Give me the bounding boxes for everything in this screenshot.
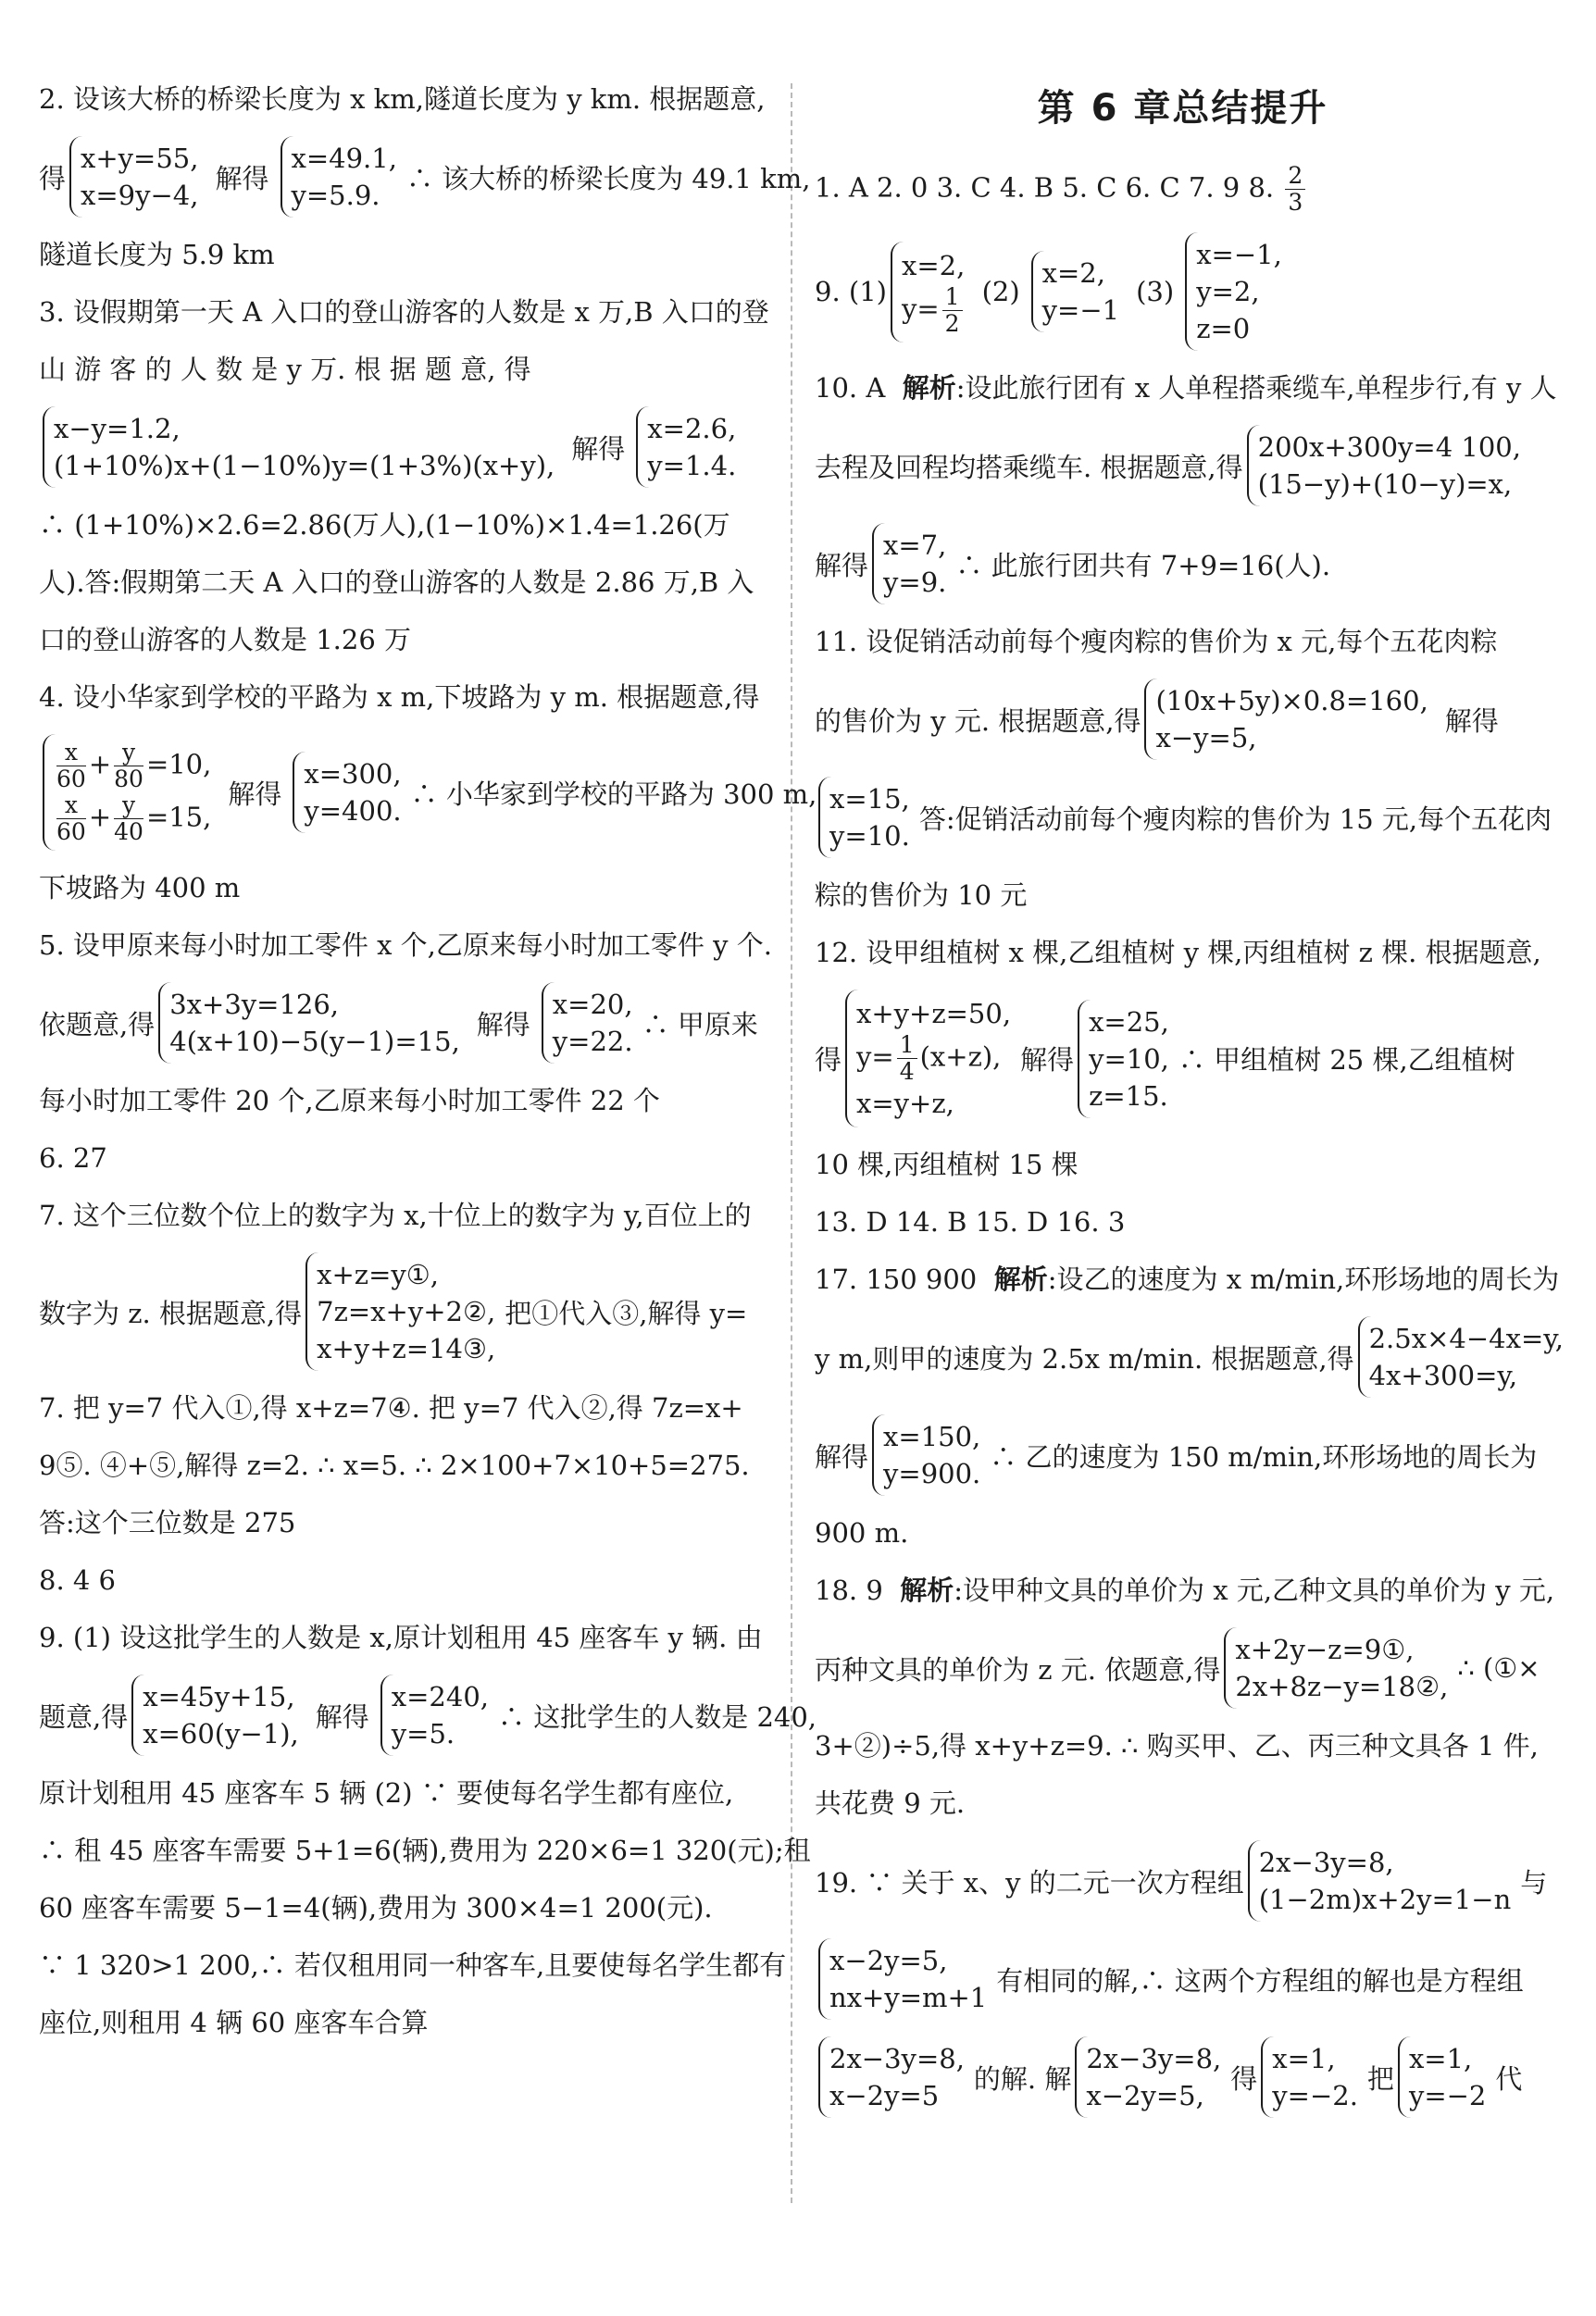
q11-post2: 答:促销活动前每个瘦肉粽的售价为 15 元,每个五花肉 <box>918 803 1552 835</box>
p4-sol2: y=400. <box>304 795 402 827</box>
p2-system <box>69 136 198 218</box>
q1-8-answers: 1. A 2. 0 3. C 4. B 5. C 6. C 7. 9 8. $\frac{2}{3}$ <box>815 163 1551 216</box>
q9-2-a: x=2, <box>1041 257 1105 289</box>
q19-d-eq1: 2x−3y=8, <box>1086 2043 1222 2074</box>
p2-solution <box>281 136 397 218</box>
p9-line4: ∴ 租 45 座客车需要 5+1=6(辆),费用为 220×6=1 320(元);租 <box>39 1835 811 1866</box>
p7-eq2: 7z=x+y+2②, <box>317 1296 496 1327</box>
q11-solution-row <box>815 777 1551 858</box>
p7-pre: 数字为 z. 根据题意,得 <box>39 1297 303 1329</box>
p4-line1: 4. 设小华家到学校的平路为 x m,下坡路为 y m. 根据题意,得 <box>39 681 760 713</box>
q9-1-b: y= $\frac{1}{2}$ <box>902 284 966 337</box>
q9-3-a: x=−1, <box>1196 239 1282 270</box>
q19-b-eq1: x−2y=5, <box>829 1945 948 1976</box>
q19-f-sol1: x=1, <box>1408 2043 1473 2074</box>
q19-system-a <box>1248 1840 1512 1922</box>
p2-line3: 隧道长度为 5.9 km <box>39 239 275 270</box>
p5-mid: 解得 <box>476 1008 530 1040</box>
q11-line1: 11. 设促销活动前每个瘦肉粽的售价为 x 元,每个五花肉粽 <box>815 626 1498 657</box>
p4-post: ∴ 小华家到学校的平路为 300 m, <box>410 778 817 810</box>
q19-end: 代 <box>1495 2062 1523 2095</box>
q18-eq1: x+2y−z=9①, <box>1235 1634 1415 1665</box>
p7-system <box>305 1252 495 1371</box>
p5-line3: 每小时加工零件 20 个,乙原来每小时加工零件 22 个 <box>39 1085 660 1116</box>
p2-equation-row <box>39 136 811 218</box>
q13-16-answers: 13. D 14. B 15. D 16. 3 <box>815 1206 1126 1238</box>
q19-mid1: 的解. 解 <box>973 2062 1072 2095</box>
q10-pre: 去程及回程均搭乘缆车. 根据题意,得 <box>815 451 1243 483</box>
q10-analysis-label: 解析 <box>902 372 956 404</box>
q18-equation-row <box>815 1627 1551 1709</box>
q19-a-eq2: (1−2m)x+2y=1−n <box>1258 1884 1512 1915</box>
p4-line3: 下坡路为 400 m <box>39 872 241 903</box>
q17-system <box>1358 1316 1564 1398</box>
p5-eq2: 4(x+10)−5(y−1)=15, <box>169 1026 460 1057</box>
q12-sol1: x=25, <box>1089 1005 1169 1038</box>
p9-line6: ∵ 1 320>1 200,∴ 若仅租用同一种客车,且要使每名学生都有 <box>39 1949 787 1981</box>
q10-system <box>1247 425 1521 506</box>
p2-pre: 得 <box>39 162 67 194</box>
column-divider <box>791 83 792 2203</box>
p7-post: 把①代入③,解得 y= <box>505 1297 748 1329</box>
q17-solution-row <box>815 1414 1551 1496</box>
q19-mid3: 把 <box>1366 2062 1394 2095</box>
q9-3-c: z=0 <box>1196 313 1251 344</box>
p9-system <box>131 1675 299 1756</box>
q12-post: ∴ 甲组植树 25 棵,乙组植树 <box>1178 1044 1515 1076</box>
p9-solution <box>380 1675 489 1756</box>
q9-part3-system <box>1185 232 1282 351</box>
q17-post: ∴ 乙的速度为 150 m/min,环形场地的周长为 <box>990 1440 1538 1473</box>
p3-system <box>43 406 555 488</box>
q19-row2 <box>815 1938 1551 2020</box>
q19-solution-e <box>1261 2036 1358 2118</box>
p7-line5: 答:这个三位数是 275 <box>39 1507 296 1538</box>
q17-solution <box>872 1414 980 1496</box>
p9-line7: 座位,则租用 4 辆 60 座客车合算 <box>39 2007 429 2038</box>
p5-sol1: x=20, <box>552 989 633 1020</box>
q18-eq2: 2x+8z−y=18②, <box>1235 1671 1449 1702</box>
q11-equation-row <box>815 679 1551 760</box>
p4-equation-row <box>39 734 817 851</box>
q18-line1: 18. 9 解析:设甲种文具的单价为 x 元,乙种文具的单价为 y 元, <box>815 1575 1555 1606</box>
p7-eq1: x+z=y①, <box>317 1259 439 1290</box>
p9-equation-row <box>39 1675 817 1756</box>
p4-eq1-frac-x: $\frac{x}{60}$ <box>56 739 86 792</box>
p3-mid: 解得 <box>571 432 626 465</box>
q19-a-eq1: 2x−3y=8, <box>1258 1847 1394 1878</box>
q11-solution <box>818 777 910 858</box>
q10-sol1: x=7, <box>883 529 947 561</box>
p4-solution <box>293 752 401 833</box>
q12-mid: 解得 <box>1020 1044 1075 1076</box>
q17-line3: 900 m. <box>815 1517 909 1549</box>
q11-system <box>1144 679 1428 760</box>
p2-mid: 解得 <box>215 162 269 194</box>
q12-eq3: x=y+z, <box>856 1088 954 1119</box>
p3-line4: 人).答:假期第二天 A 入口的登山游客的人数是 2.86 万,B 入 <box>39 567 754 598</box>
p5-post: ∴ 甲原来 <box>642 1008 758 1040</box>
p9-sol2: y=5. <box>391 1718 455 1749</box>
q12-eq1: x+y+z=50, <box>856 998 1012 1029</box>
q12-line1: 12. 设甲组植树 x 棵,乙组植树 y 棵,丙组植树 z 棵. 根据题意, <box>815 937 1541 968</box>
q19-c-eq1: 2x−3y=8, <box>829 2043 965 2074</box>
q19-pre: 19. ∵ 关于 x、y 的二元一次方程组 <box>815 1866 1244 1899</box>
q19-post2: 有相同的解,∴ 这两个方程组的解也是方程组 <box>996 1964 1524 1997</box>
q11-eq1: (10x+5y)×0.8=160, <box>1155 685 1428 716</box>
q11-sol1: x=15, <box>829 783 910 815</box>
q17-sol1: x=150, <box>883 1421 981 1452</box>
p9-pre: 题意,得 <box>39 1700 129 1733</box>
q11-sol2: y=10. <box>829 820 910 852</box>
q17-equation-row <box>815 1316 1564 1398</box>
q10-solution <box>872 523 946 604</box>
p5-sol2: y=22. <box>552 1026 633 1057</box>
p4-eq1: $\frac{x}{60}$ + $\frac{y}{80}$ =10, <box>56 739 212 792</box>
q9-part2-label: (2) <box>981 276 1020 307</box>
p9-sol1: x=240, <box>391 1681 490 1712</box>
q10-post: ∴ 此旅行团共有 7+9=16(人). <box>955 549 1331 581</box>
p7-eq3: x+y+z=14③, <box>317 1333 496 1364</box>
q18-analysis-label: 解析 <box>900 1575 954 1606</box>
q19-c-eq2: x−2y=5 <box>829 2080 940 2111</box>
q11-eq2: x−y=5, <box>1155 722 1257 753</box>
p8-answer: 8. 4 6 <box>39 1564 117 1596</box>
p5-pre: 依题意,得 <box>39 1008 156 1040</box>
p9-post: ∴ 这批学生的人数是 240, <box>498 1700 817 1733</box>
p2-sol1: x=49.1, <box>291 143 397 174</box>
q12-equation-row <box>815 990 1551 1127</box>
q19-mid2: 得 <box>1230 2062 1258 2095</box>
q19-b-eq2: nx+y=m+1 <box>829 1982 988 2013</box>
q19-row3 <box>815 2036 1551 2118</box>
p7-equation-row <box>39 1252 775 1371</box>
q18-line3: 3+②)÷5,得 x+y+z=9. ∴ 购买甲、乙、丙三种文具各 1 件, <box>815 1730 1539 1762</box>
p7-line3: 7. 把 y=7 代入①,得 x+z=7④. 把 y=7 代入②,得 7z=x+ <box>39 1392 743 1424</box>
q19-e-sol1: x=1, <box>1272 2043 1336 2074</box>
q18-line4: 共花费 9 元. <box>815 1787 966 1819</box>
q10-line1: 10. A 解析:设此旅行团有 x 人单程搭乘缆车,单程步行,有 y 人 <box>815 372 1557 404</box>
q19-e-sol2: y=−2. <box>1272 2080 1358 2111</box>
q17-eq2: 4x+300=y, <box>1368 1360 1518 1391</box>
q10-mid: 解得 <box>815 549 869 581</box>
p3-eq2: (1+10%)x+(1−10%)y=(1+3%)(x+y), <box>54 450 555 481</box>
q18-post: ∴ (①× <box>1457 1652 1540 1684</box>
q10-equation-row <box>815 425 1551 506</box>
q9-part1-system <box>891 242 966 342</box>
p9-line5: 60 座客车需要 5−1=4(辆),费用为 300×4=1 200(元). <box>39 1892 713 1924</box>
p3-line2: 山 游 客 的 人 数 是 y 万. 根 据 题 意, 得 <box>39 354 531 385</box>
p9-line1: 9. (1) 设这批学生的人数是 x,原计划租用 45 座客车 y 辆. 由 <box>39 1622 763 1653</box>
q10-solution-row <box>815 523 1551 604</box>
p4-eq2-frac-y: $\frac{y}{40}$ <box>114 791 143 845</box>
p3-equation-row <box>39 406 775 488</box>
q9-2-b: y=−1 <box>1041 294 1120 326</box>
q8-fraction: $\frac{2}{3}$ <box>1285 163 1305 216</box>
p3-sol2: y=1.4. <box>647 450 737 481</box>
q18-pre: 丙种文具的单价为 z 元. 依题意,得 <box>815 1653 1221 1686</box>
q17-eq1: 2.5x×4−4x=y, <box>1368 1323 1564 1354</box>
q9-label: 9. (1) <box>815 276 887 307</box>
p5-line1: 5. 设甲原来每小时加工零件 x 个,乙原来每小时加工零件 y 个. <box>39 929 772 961</box>
p2-eq1: x+y=55, <box>81 143 199 174</box>
q9-part2-system <box>1031 251 1119 332</box>
p3-eq1: x−y=1.2, <box>54 413 181 444</box>
q19-row1 <box>815 1840 1551 1922</box>
q19-system-b <box>818 1938 987 2020</box>
left-column <box>39 79 817 2060</box>
q9-3-b: y=2, <box>1196 276 1260 307</box>
p5-system <box>158 982 460 1064</box>
p4-eq1-frac-y: $\frac{y}{80}$ <box>114 739 143 792</box>
q9-answers <box>815 232 1551 351</box>
q17-mid: 解得 <box>815 1440 869 1473</box>
q12-eq2: y= $\frac{1}{4}$ (x+z), <box>856 1031 1002 1085</box>
p9-line3: 原计划租用 45 座客车 5 辆 (2) ∵ 要使每名学生都有座位, <box>39 1777 734 1809</box>
p2-post: ∴ 该大桥的桥梁长度为 49.1 km, <box>405 162 811 194</box>
p5-equation-row <box>39 982 775 1064</box>
p3-line5: 口的登山游客的人数是 1.26 万 <box>39 624 412 655</box>
p2-eq2: x=9y−4, <box>81 180 199 211</box>
p2-line1: 2. 设该大桥的桥梁长度为 x km,隧道长度为 y km. 根据题意, <box>39 83 766 115</box>
q11-line3: 粽的售价为 10 元 <box>815 879 1028 911</box>
q10-eq1: 200x+300y=4 100, <box>1257 431 1521 463</box>
q12-line3: 10 棵,丙组植树 15 棵 <box>815 1149 1079 1180</box>
q12-system <box>845 990 1011 1127</box>
q18-system <box>1224 1627 1448 1709</box>
q9-part3-label: (3) <box>1136 276 1175 307</box>
q19-system-d <box>1075 2036 1221 2118</box>
p3-solution <box>636 406 736 488</box>
p6-answer: 6. 27 <box>39 1142 107 1174</box>
q10-sol2: y=9. <box>883 567 947 598</box>
q11-post: 解得 <box>1444 704 1499 737</box>
p2-sol2: y=5.9. <box>291 180 380 211</box>
p3-line3: ∴ (1+10%)×2.6=2.86(万人),(1−10%)×1.4=1.26(万 <box>39 509 730 541</box>
p7-line4: 9⑤. ④+⑤,解得 z=2. ∴ x=5. ∴ 2×100+7×10+5=275. <box>39 1450 750 1481</box>
p5-eq1: 3x+3y=126, <box>169 989 340 1020</box>
q19-f-sol2: y=−2 <box>1408 2080 1487 2111</box>
p5-solution <box>542 982 633 1064</box>
q17-sol2: y=900. <box>883 1458 981 1489</box>
q11-pre: 的售价为 y 元. 根据题意,得 <box>815 704 1141 737</box>
p4-system <box>43 734 211 851</box>
p4-eq2: $\frac{x}{60}$ + $\frac{y}{40}$ =15, <box>56 791 212 845</box>
q19-solution-f <box>1398 2036 1486 2118</box>
q10-eq2: (15−y)+(10−y)=x, <box>1257 468 1513 500</box>
q17-pre: y m,则甲的速度为 2.5x m/min. 根据题意,得 <box>815 1342 1354 1375</box>
p3-line1: 3. 设假期第一天 A 入口的登山游客的人数是 x 万,B 入口的登 <box>39 296 769 328</box>
p9-mid: 解得 <box>315 1700 369 1733</box>
p4-eq2-frac-x: $\frac{x}{60}$ <box>56 791 86 845</box>
q19-post: 与 <box>1520 1866 1548 1899</box>
q12-sol2: y=10, <box>1089 1042 1169 1075</box>
q17-analysis-label: 解析 <box>993 1264 1048 1295</box>
q19-system-c <box>818 2036 965 2118</box>
q17-line1: 17. 150 900 解析:设乙的速度为 x m/min,环形场地的周长为 <box>815 1264 1560 1295</box>
p9-eq2: x=60(y−1), <box>143 1718 299 1749</box>
p3-sol1: x=2.6, <box>647 413 737 444</box>
chapter-title: 第 6 章总结提升 <box>1037 87 1328 130</box>
p9-eq1: x=45y+15, <box>143 1681 295 1712</box>
q9-1-a: x=2, <box>901 249 966 281</box>
p4-mid: 解得 <box>228 778 282 810</box>
q12-sol3: z=15. <box>1089 1079 1168 1112</box>
q19-d-eq2: x−2y=5, <box>1086 2080 1204 2111</box>
p4-sol1: x=300, <box>304 758 402 790</box>
p7-line1: 7. 这个三位数个位上的数字为 x,十位上的数字为 y,百位上的 <box>39 1200 752 1231</box>
right-column <box>815 79 1564 2135</box>
q12-pre: 得 <box>815 1044 842 1076</box>
q12-solution <box>1078 1000 1169 1118</box>
